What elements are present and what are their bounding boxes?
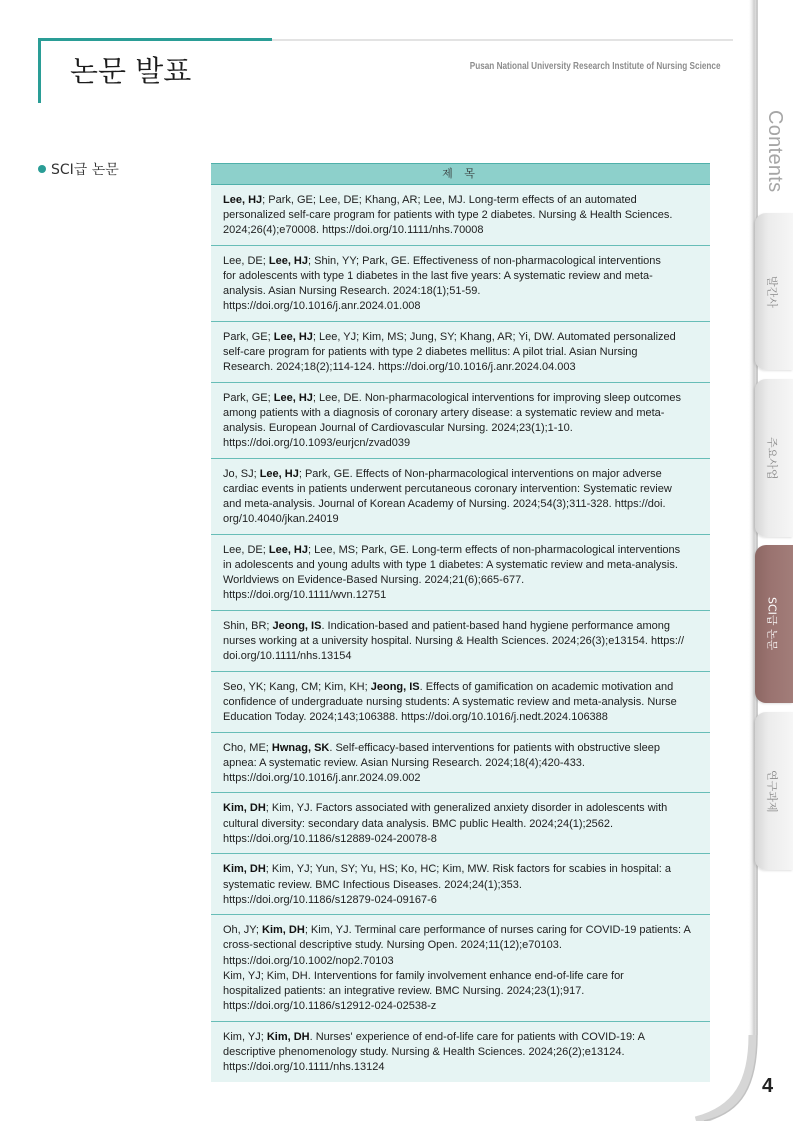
tab-label: 발간사 <box>765 275 779 308</box>
publication-line: cardiac events in patients underwent percutaneous coronary intervention: Systematic review <box>223 483 672 495</box>
publication-line: confidence of undergraduate nursing students: A systematic review and meta-analysis. Nurse <box>223 695 677 708</box>
tab-sci-papers[interactable] <box>755 545 793 703</box>
citation-text: Kim, YJ; <box>223 1030 267 1043</box>
publication-line <box>223 467 702 482</box>
publication-line <box>223 862 702 877</box>
publication-line: among patients with a diagnosis of coronary artery disease: a systematic review and meta- <box>223 406 665 419</box>
publication-line <box>223 923 702 938</box>
publication-line: descriptive phenomenology study. Nursing & Health Sciences. 2024;26(2);e13124. <box>223 1045 625 1058</box>
citation-text: Park, GE; <box>223 391 274 404</box>
highlighted-author: Lee, HJ <box>273 391 313 404</box>
publication-row <box>211 185 710 246</box>
citation-text: Lee, DE; <box>223 254 269 267</box>
highlighted-author: Kim, DH <box>223 863 266 876</box>
publication-line <box>223 193 702 208</box>
highlighted-author: Lee, HJ <box>223 194 263 206</box>
publication-line: org/10.4040/jkan.24019 <box>223 513 339 526</box>
publication-row <box>211 854 710 915</box>
page-number: 4 <box>762 1075 774 1097</box>
publication-line: https://doi.org/10.1111/wvn.12751 <box>223 589 387 602</box>
publication-row <box>211 793 710 854</box>
highlighted-author: Lee, HJ <box>259 467 299 480</box>
citation-text: Oh, JY; <box>223 924 263 937</box>
publication-line: systematic review. BMC Infectious Diseases. 2024;24(1);353. <box>223 878 522 891</box>
citation-text: ; Park, GE. Effects of Non-pharmacological interventions on major adverse <box>298 467 662 480</box>
publication-line <box>223 1030 702 1045</box>
publication-table <box>211 163 710 1082</box>
publication-line: apnea: A systematic review. Asian Nursing Research. 2024;18(4);420-433. <box>223 756 585 769</box>
citation-text: ; Shin, YY; Park, GE. Effectiveness of non-pharmacological interventions <box>308 254 661 267</box>
publication-line: https://doi.org/10.1002/nop2.70103 <box>223 954 394 967</box>
publication-row <box>211 246 710 322</box>
section-heading-text: SCI급 논문 <box>51 162 119 178</box>
highlighted-author: Kim, DH <box>223 802 266 815</box>
citation-text: ; Lee, DE. Non-pharmacological interventions for improving sleep outcomes <box>312 391 681 404</box>
highlighted-author: Lee, HJ <box>268 543 308 556</box>
bullet-dot-icon <box>38 165 46 173</box>
publication-line: https://doi.org/10.1111/nhs.13124 <box>223 1061 385 1073</box>
highlighted-author: Lee, HJ <box>268 254 308 267</box>
publication-line: doi.org/10.1111/nhs.13154 <box>223 650 352 663</box>
publication-line <box>223 680 702 695</box>
highlighted-author: Kim, DH <box>266 1030 310 1043</box>
publication-line: 2024;26(4);e70008. https://doi.org/10.1111/nhs.70008 <box>223 224 484 237</box>
publication-line: https://doi.org/10.1093/eurjcn/zvad039 <box>223 437 411 450</box>
highlighted-author: Lee, HJ <box>273 330 313 343</box>
citation-text: . Nurses' experience of end-of-life care for patients with COVID-19: A <box>309 1030 645 1043</box>
citation-text: ; Lee, YJ; Kim, MS; Jung, SY; Khang, AR; Yi, DW. Automated personalized <box>312 330 676 343</box>
publication-row <box>211 322 710 383</box>
highlighted-author: Jeong, IS <box>272 619 322 632</box>
institute-name: Pusan National University Research Institute of Nursing Science <box>470 60 721 72</box>
header-rule-accent <box>38 38 272 41</box>
citation-text: ; Park, GE; Lee, DE; Khang, AR; Lee, MJ. Long-term effects of an automated <box>262 194 637 206</box>
citation-text: Park, GE; <box>223 330 274 343</box>
publication-line: nurses working at a university hospital. Nursing & Health Sciences. 2024;26(3);e13154. https:// <box>223 635 685 648</box>
publication-line: analysis. Asian Nursing Research. 2024:18(1);51-59. <box>223 285 481 298</box>
tab-label: 연구과제 <box>765 769 779 813</box>
publication-line <box>223 741 702 756</box>
publication-line <box>223 619 702 634</box>
tab-foreword[interactable] <box>755 213 793 370</box>
contents-label: Contents <box>764 110 786 193</box>
citation-text: ; Kim, YJ. Terminal care performance of nurses caring for COVID-19 patients: A <box>304 924 691 937</box>
publication-line: Kim, YJ; Kim, DH. Interventions for family involvement enhance end-of-life care for <box>223 969 624 982</box>
publication-line <box>223 254 702 269</box>
citation-text: Lee, DE; <box>223 543 269 556</box>
publication-line: and meta-analysis. Journal of Korean Academy of Nursing. 2024;54(3);311-328. https://doi. <box>223 498 666 511</box>
publication-list <box>211 185 710 1082</box>
publication-line: https://doi.org/10.1016/j.anr.2024.01.008 <box>223 300 421 313</box>
publication-line: analysis. European Journal of Cardiovascular Nursing. 2024;23(1);1-10. <box>223 422 573 435</box>
citation-text: ; Kim, YJ; Yun, SY; Yu, HS; Ko, HC; Kim, MW. Risk factors for scabies in hospital: a <box>265 863 671 876</box>
highlighted-author: Kim, DH <box>262 924 305 937</box>
citation-text: Seo, YK; Kang, CM; Kim, KH; <box>223 680 371 693</box>
tab-main-projects[interactable] <box>755 379 793 537</box>
highlighted-author: Hwnag, SK <box>271 741 330 754</box>
publication-line: personalized self-care program for patients with type 2 diabetes. Nursing & Health Sciences. <box>223 209 673 222</box>
publication-line: cultural diversity: secondary data analysis. BMC public Health. 2024;24(1);2562. <box>223 817 614 830</box>
publication-row <box>211 383 710 459</box>
publication-line: Education Today. 2024;143;106388. https://doi.org/10.1016/j.nedt.2024.106388 <box>223 711 608 724</box>
section-heading <box>38 160 119 180</box>
publication-line: Worldviews on Evidence-Based Nursing. 2024;21(6);665-677. <box>223 574 525 587</box>
publication-line: cross-sectional descriptive study. Nursing Open. 2024;11(12);e70103. <box>223 939 562 952</box>
publication-row <box>211 535 710 611</box>
publication-line: Research. 2024;18(2);114-124. https://doi.org/10.1016/j.anr.2024.04.003 <box>223 361 576 374</box>
publication-row <box>211 1022 710 1083</box>
publication-line: self-care program for patients with type 2 diabetes mellitus: A pilot trial. Asian Nursing <box>223 346 638 359</box>
column-header-title: 제 목 <box>211 163 710 185</box>
highlighted-author: Jeong, IS <box>370 680 420 693</box>
citation-text: . Self-efficacy-based interventions for patients with obstructive sleep <box>329 741 660 754</box>
publication-line: https://doi.org/10.1186/s12879-024-09167-6 <box>223 893 437 906</box>
publication-line <box>223 391 702 406</box>
publication-line <box>223 543 702 558</box>
citation-text: ; Kim, YJ. Factors associated with generalized anxiety disorder in adolescents with <box>265 802 668 815</box>
tab-label: 주요사업 <box>765 436 779 480</box>
publication-line: in adolescents and young adults with type 1 diabetes: A systematic review and meta-analysis. <box>223 559 678 572</box>
publication-line <box>223 801 702 816</box>
citation-text: . Effects of gamification on academic motivation and <box>419 680 674 693</box>
publication-line: https://doi.org/10.1016/j.anr.2024.09.002 <box>223 772 421 784</box>
citation-text: Shin, BR; <box>223 619 273 632</box>
citation-text: ; Lee, MS; Park, GE. Long-term effects of non-pharmacological interventions <box>308 543 681 556</box>
publication-row <box>211 459 710 535</box>
tab-research-projects[interactable] <box>755 712 793 870</box>
publication-row <box>211 672 710 733</box>
publication-line: for adolescents with type 1 diabetes in the last five years: A systematic review and meta- <box>223 270 653 283</box>
title-accent-bar <box>38 38 41 103</box>
tab-label: SCI급 논문 <box>765 597 779 651</box>
page-title: 논문 발표 <box>70 54 192 88</box>
citation-text: . Indication-based and patient-based hand hygiene performance among <box>321 619 671 632</box>
citation-text: Jo, SJ; <box>223 467 260 480</box>
publication-line: hospitalized patients: an integrative review. BMC Nursing. 2024;23(1);917. <box>223 984 585 997</box>
publication-row <box>211 915 710 1021</box>
publication-line: https://doi.org/10.1186/s12889-024-20078-8 <box>223 832 437 845</box>
publication-line <box>223 330 702 345</box>
publication-line: https://doi.org/10.1186/s12912-024-02538-z <box>223 1000 437 1013</box>
citation-text: Cho, ME; <box>223 741 272 754</box>
publication-row <box>211 733 710 794</box>
publication-row <box>211 611 710 672</box>
